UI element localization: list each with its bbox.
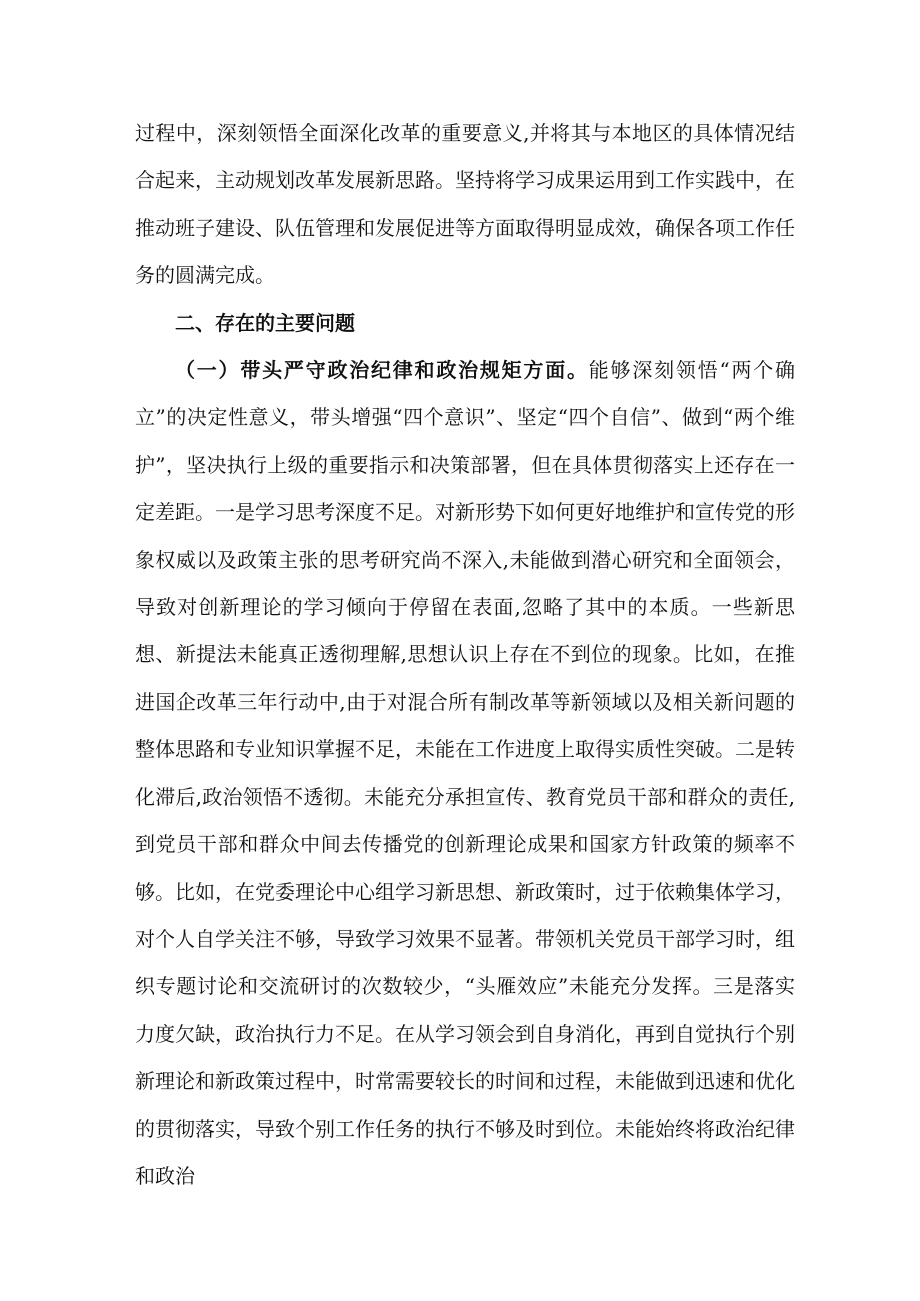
subsection-lead: （一）带头严守政治纪律和政治规矩方面。: [175, 358, 589, 383]
paragraph-political-discipline: [135, 347, 795, 1200]
paragraph-body: 能够深刻领悟“两个确立”的决定性意义，带头增强“四个意识”、坚定“四个自信”、做到“两个维护”，坚决执行上级的重要指示和决策部署，但在具体贯彻落实上还存在一定差距。一是学习思考深度不足。对新形势下如何更好地维护和宣传党的形象权威以及政策主张的思考研究尚不深入,未能做到潜心研究和全面领会，导致对创新理论的学习倾向于停留在表面,忽略了其中的本质。一些新思想、新提法未能真正透彻理解,思想认识上存在不到位的现象。比如，在推进国企改革三年行动中,由于对混合所有制改革等新领域以及相关新问题的整体思路和专业知识掌握不足，未能在工作进度上取得实质性突破。二是转化滞后,政治领悟不透彻。未能充分承担宣传、教育党员干部和群众的责任,到党员干部和群众中间去传播党的创新理论成果和国家方针政策的频率不够。比如，在党委理论中心组学习新思想、新政策时，过于依赖集体学习，对个人自学关注不够，导致学习效果不显著。带领机关党员干部学习时，组织专题讨论和交流研讨的次数较少，“头雁效应”未能充分发挥。三是落实力度欠缺，政治执行力不足。在从学习领会到自身消化，再到自觉执行个别新理论和新政策过程中，时常需要较长的时间和过程，未能做到迅速和优化的贯彻落实，导致个别工作任务的执行不够及时到位。未能始终将政治纪律和政治: [135, 358, 796, 1188]
document-body: [135, 110, 795, 1200]
paragraph-continuation: 过程中，深刻领悟全面深化改革的重要意义,并将其与本地区的具体情况结合起来，主动规划改革发展新思路。坚持将学习成果运用到工作实践中，在推动班子建设、队伍管理和发展促进等方面取得明显成效，确保各项工作任务的圆满完成。: [135, 121, 795, 288]
section-heading: 二、存在的主要问题: [175, 310, 355, 335]
